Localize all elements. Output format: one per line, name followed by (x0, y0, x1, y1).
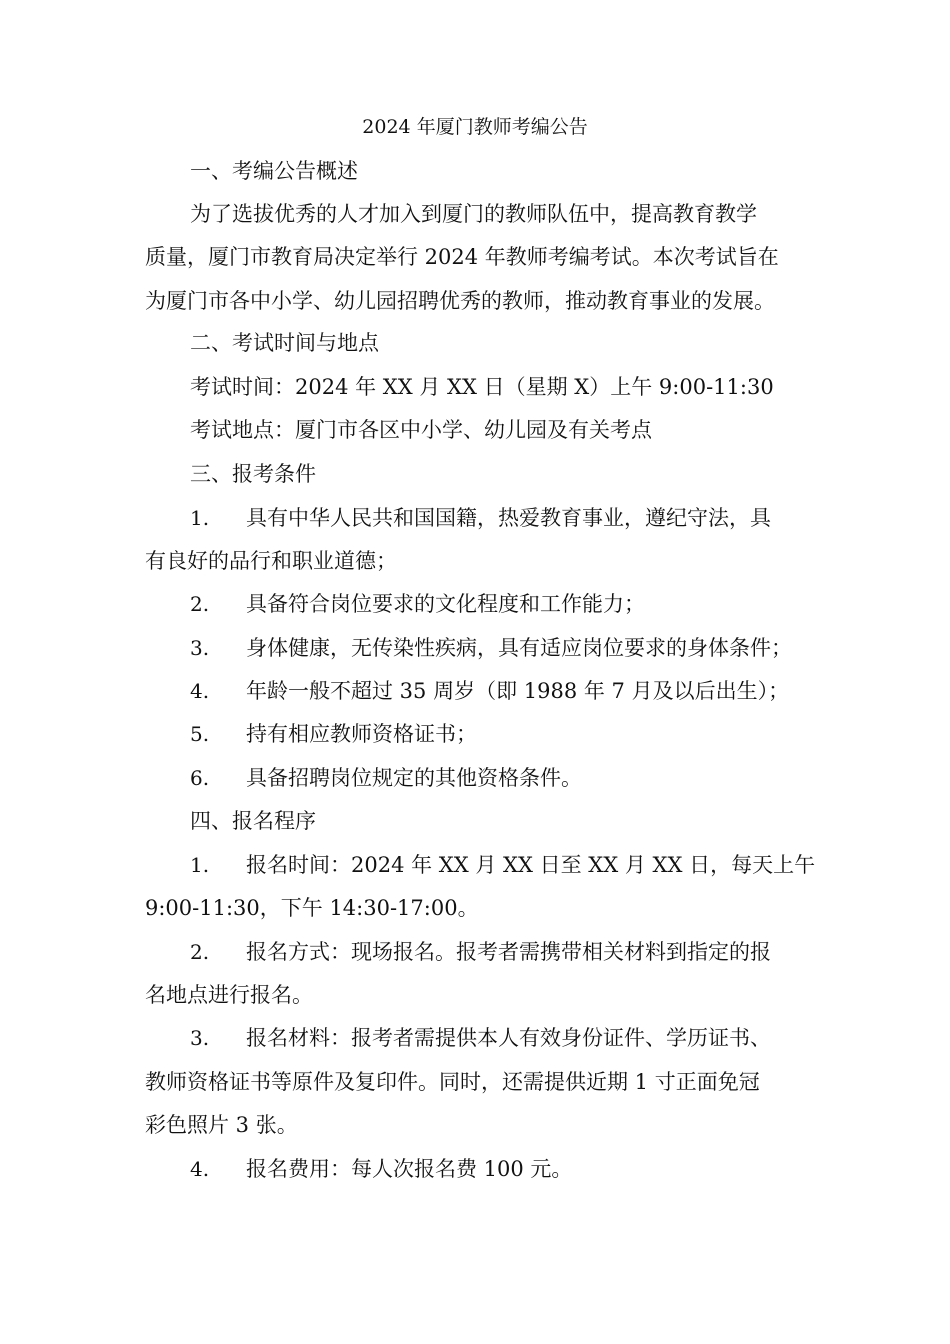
list-item-text: 彩色照片 3 张。 (145, 1113, 298, 1137)
exam-place-line: 考试地点：厦门市各区中小学、幼儿园及有关考点 (190, 418, 652, 442)
list-item-text: 具备符合岗位要求的文化程度和工作能力； (246, 592, 645, 616)
list-item-text: 9:00-11:30，下午 14:30-17:00。 (145, 896, 479, 920)
list-item-text: 报名费用：每人次报名费 100 元。 (246, 1157, 573, 1181)
list-item-number: 4. (190, 679, 210, 703)
list-item-text: 身体健康，无传染性疾病，具有适应岗位要求的身体条件； (246, 636, 792, 660)
list-item-number: 3. (190, 636, 210, 660)
list-item-number: 4. (190, 1157, 210, 1181)
list-item-number: 2. (190, 940, 210, 964)
exam-time-line: 考试时间：2024 年 XX 月 XX 日（星期 X）上午 9:00-11:30 (190, 375, 774, 399)
document-title: 2024 年厦门教师考编公告 (362, 116, 588, 138)
section-heading-overview: 一、考编公告概述 (190, 159, 358, 183)
list-item-text: 有良好的品行和职业道德； (145, 549, 397, 573)
list-item-number: 1. (190, 506, 210, 530)
list-item-text: 持有相应教师资格证书； (246, 722, 477, 746)
list-item-text: 报名方式：现场报名。报考者需携带相关材料到指定的报 (246, 940, 771, 964)
list-item-text: 年龄一般不超过 35 周岁（即 1988 年 7 月及以后出生）； (246, 679, 790, 703)
section-heading-registration: 四、报名程序 (190, 809, 316, 833)
list-item-text: 报名时间：2024 年 XX 月 XX 日至 XX 月 XX 日，每天上午 (246, 853, 816, 877)
list-item-number: 6. (190, 766, 210, 790)
paragraph-line: 为了选拔优秀的人才加入到厦门的教师队伍中，提高教育教学 (190, 202, 757, 226)
list-item-text: 报名材料：报考者需提供本人有效身份证件、学历证书、 (246, 1026, 771, 1050)
list-item-number: 3. (190, 1026, 210, 1050)
list-item-text: 具备招聘岗位规定的其他资格条件。 (246, 766, 582, 790)
list-item-number: 1. (190, 853, 210, 877)
paragraph-line: 质量，厦门市教育局决定举行 2024 年教师考编考试。本次考试旨在 (145, 245, 779, 269)
list-item-text: 具有中华人民共和国国籍，热爱教育事业，遵纪守法，具 (246, 506, 771, 530)
list-item-text: 教师资格证书等原件及复印件。同时，还需提供近期 1 寸正面免冠 (145, 1070, 760, 1094)
list-item-number: 5. (190, 722, 210, 746)
section-heading-requirements: 三、报考条件 (190, 462, 316, 486)
list-item-number: 2. (190, 592, 210, 616)
paragraph-line: 为厦门市各中小学、幼儿园招聘优秀的教师，推动教育事业的发展。 (145, 289, 775, 313)
list-item-text: 名地点进行报名。 (145, 983, 313, 1007)
section-heading-time-place: 二、考试时间与地点 (190, 331, 379, 355)
